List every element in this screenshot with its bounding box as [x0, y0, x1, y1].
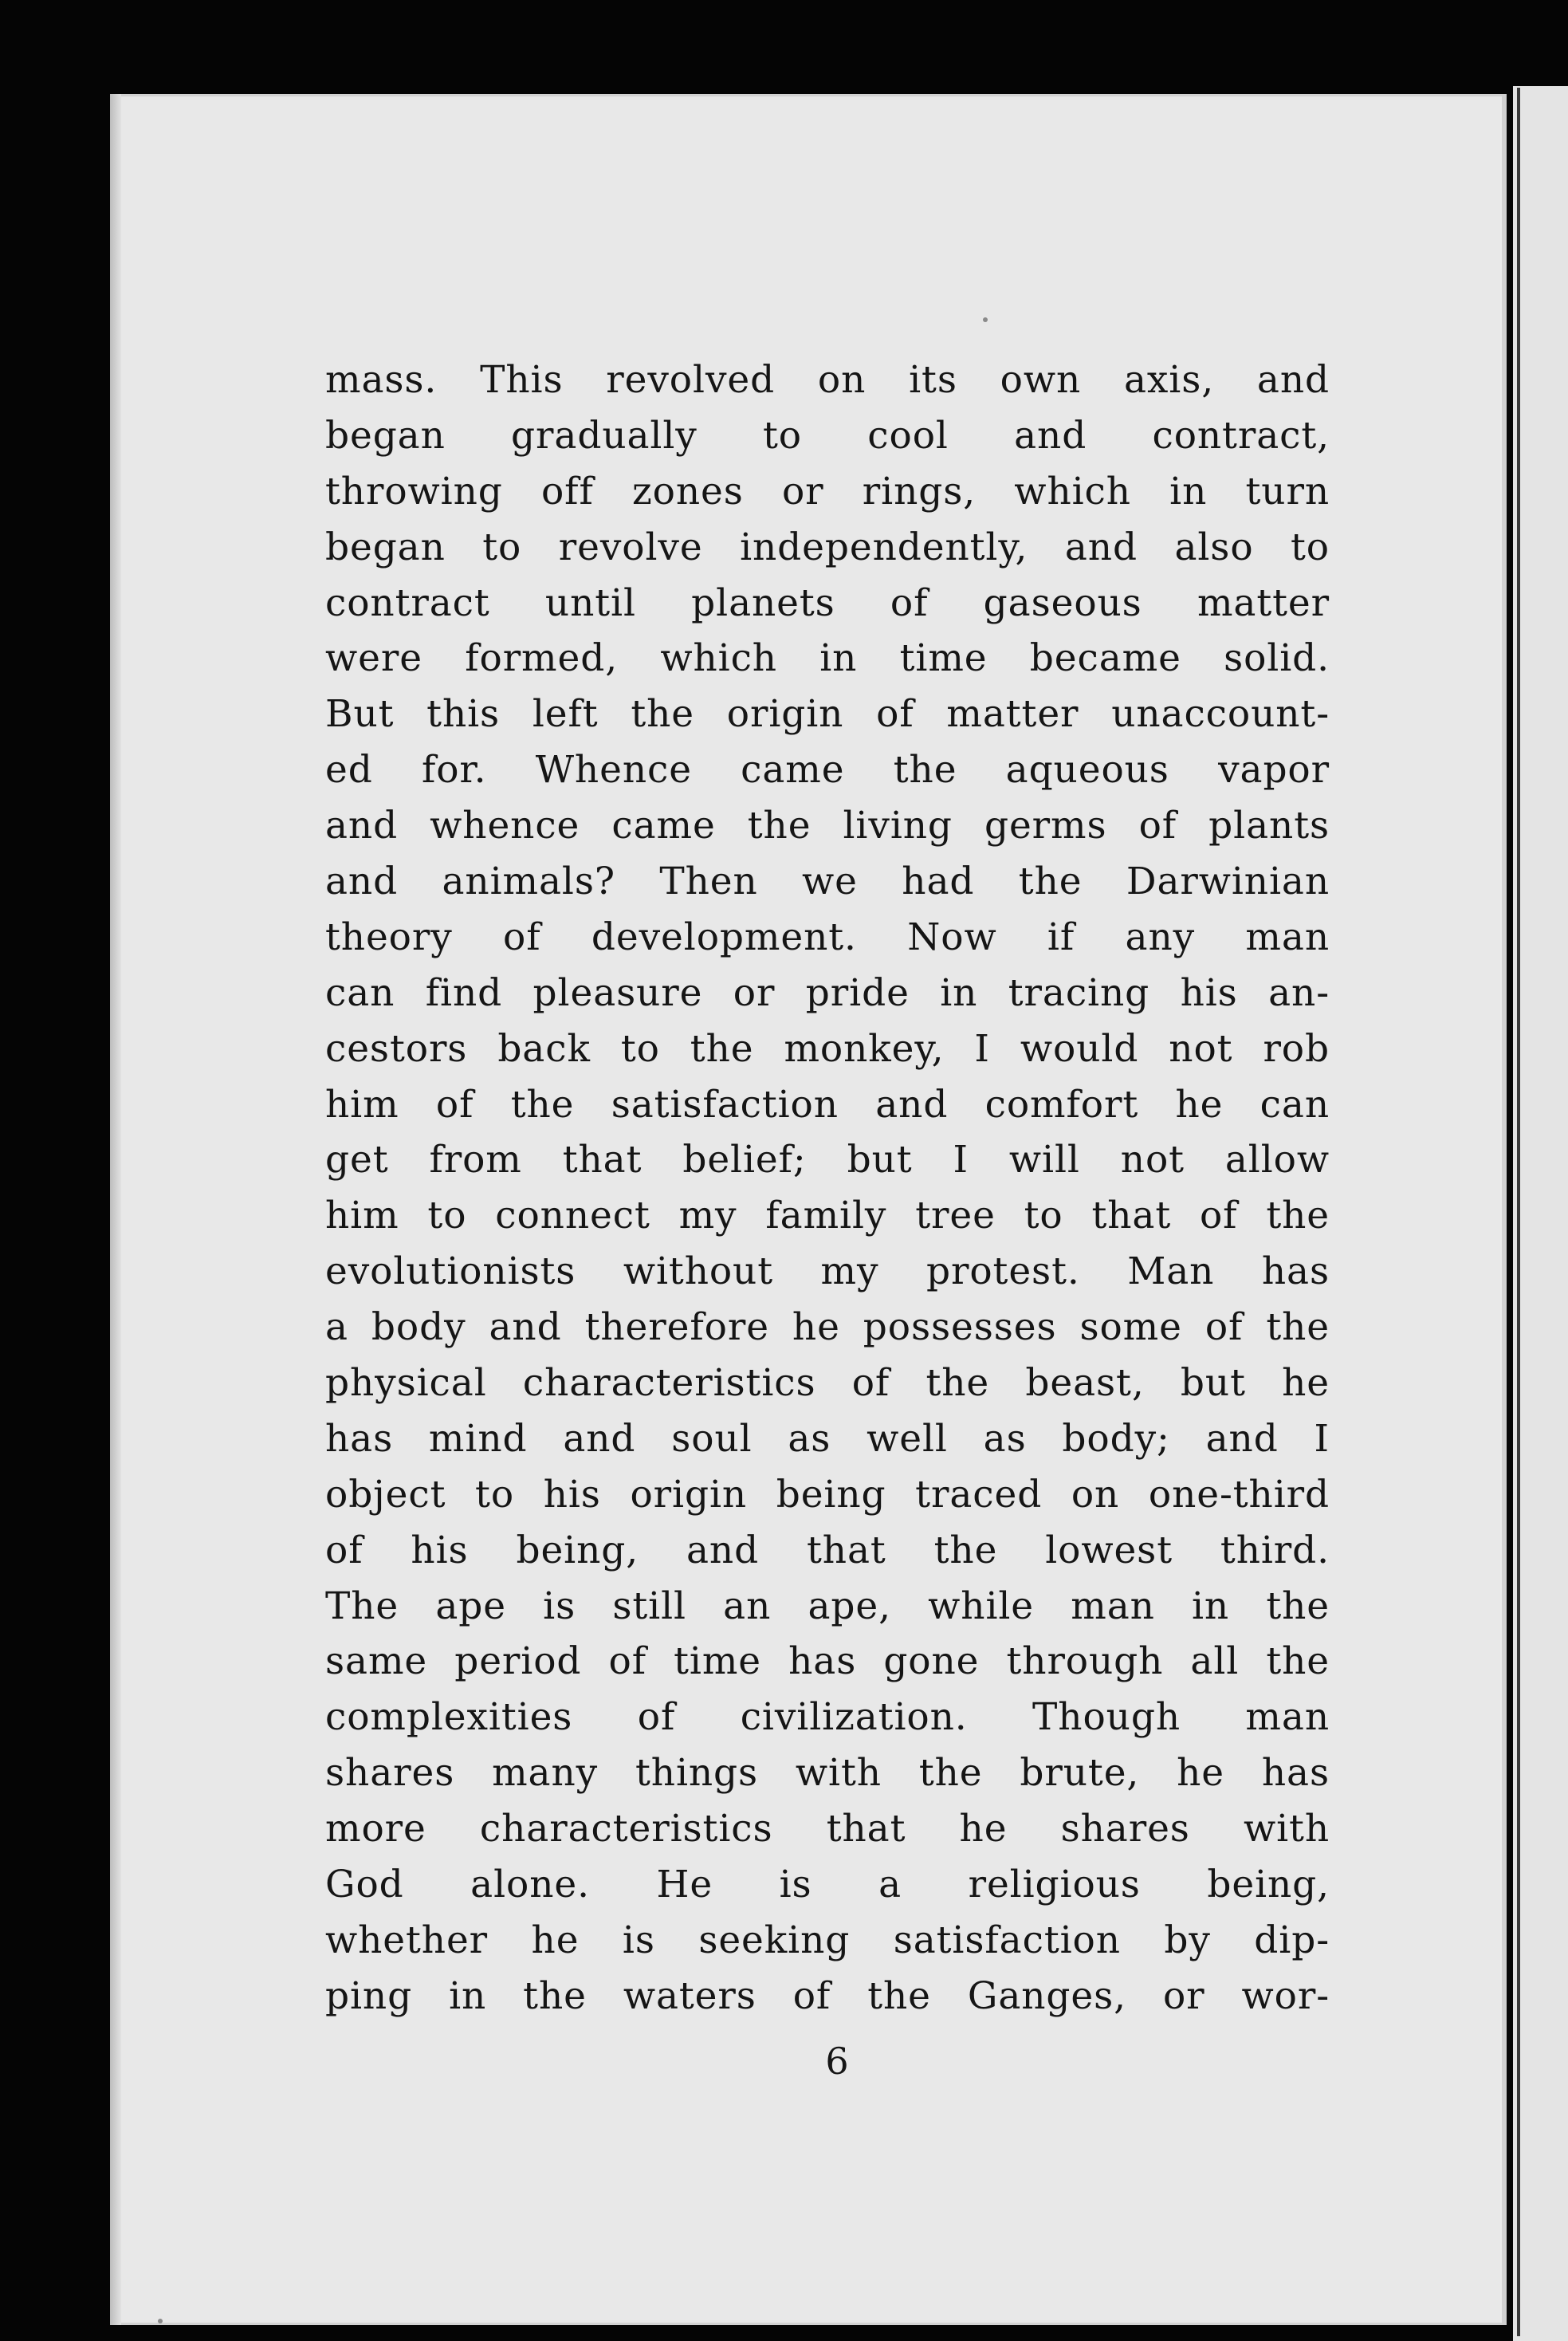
adjacent-page-edge: [1513, 86, 1568, 2341]
text-line: can find pleasure or pride in tracing his an-: [325, 970, 1330, 1015]
scan-speck: [158, 2319, 163, 2323]
text-line: more characteristics that he shares with: [325, 1807, 1330, 1851]
text-line: God alone. He is a religious being,: [325, 1863, 1330, 1907]
text-line: a body and therefore he possesses some of the: [325, 1305, 1330, 1350]
page-outer-edge: [1502, 94, 1507, 2325]
text-line: and whence came the living germs of plants: [325, 804, 1330, 848]
text-line: evolutionists without my protest. Man has: [325, 1249, 1330, 1294]
text-line: were formed, which in time became solid.: [325, 636, 1330, 681]
text-line: ping in the waters of the Ganges, or wor-: [325, 1973, 1330, 2018]
text-line: him of the satisfaction and comfort he can: [325, 1082, 1330, 1127]
text-line: cestors back to the monkey, I would not rob: [325, 1026, 1330, 1071]
text-line: whether he is seeking satisfaction by dip-: [325, 1918, 1330, 1962]
text-line: complexities of civilization. Though man: [325, 1695, 1330, 1740]
text-line: contract until planets of gaseous matter: [325, 580, 1330, 625]
text-line: theory of development. Now if any man: [325, 915, 1330, 959]
text-line: get from that belief; but I will not allow: [325, 1138, 1330, 1182]
text-line: began to revolve independently, and also to: [325, 525, 1330, 569]
adjacent-page-border: [1517, 88, 1520, 2336]
text-line: But this left the origin of matter unaccount-: [325, 692, 1330, 737]
text-line: ed for. Whence came the aqueous vapor: [325, 748, 1330, 793]
text-line: physical characteristics of the beast, but he: [325, 1361, 1330, 1406]
text-line: of his being, and that the lowest third.: [325, 1528, 1330, 1572]
text-line: throwing off zones or rings, which in turn: [325, 469, 1330, 513]
text-line: and animals? Then we had the Darwinian: [325, 860, 1330, 904]
text-line: The ape is still an ape, while man in the: [325, 1584, 1330, 1628]
text-line: began gradually to cool and contract,: [325, 413, 1330, 458]
text-line: him to connect my family tree to that of the: [325, 1194, 1330, 1238]
page-gutter-edge: [110, 94, 121, 2325]
page-body-text: [325, 352, 1330, 2024]
text-line: has mind and soul as well as body; and I: [325, 1416, 1330, 1461]
scan-speck: [983, 317, 988, 322]
text-line: object to his origin being traced on one-third: [325, 1472, 1330, 1517]
page-number: 6: [825, 2040, 849, 2083]
text-line: same period of time has gone through all the: [325, 1639, 1330, 1684]
text-line: shares many things with the brute, he has: [325, 1751, 1330, 1796]
text-line: mass. This revolved on its own axis, and: [325, 358, 1330, 402]
